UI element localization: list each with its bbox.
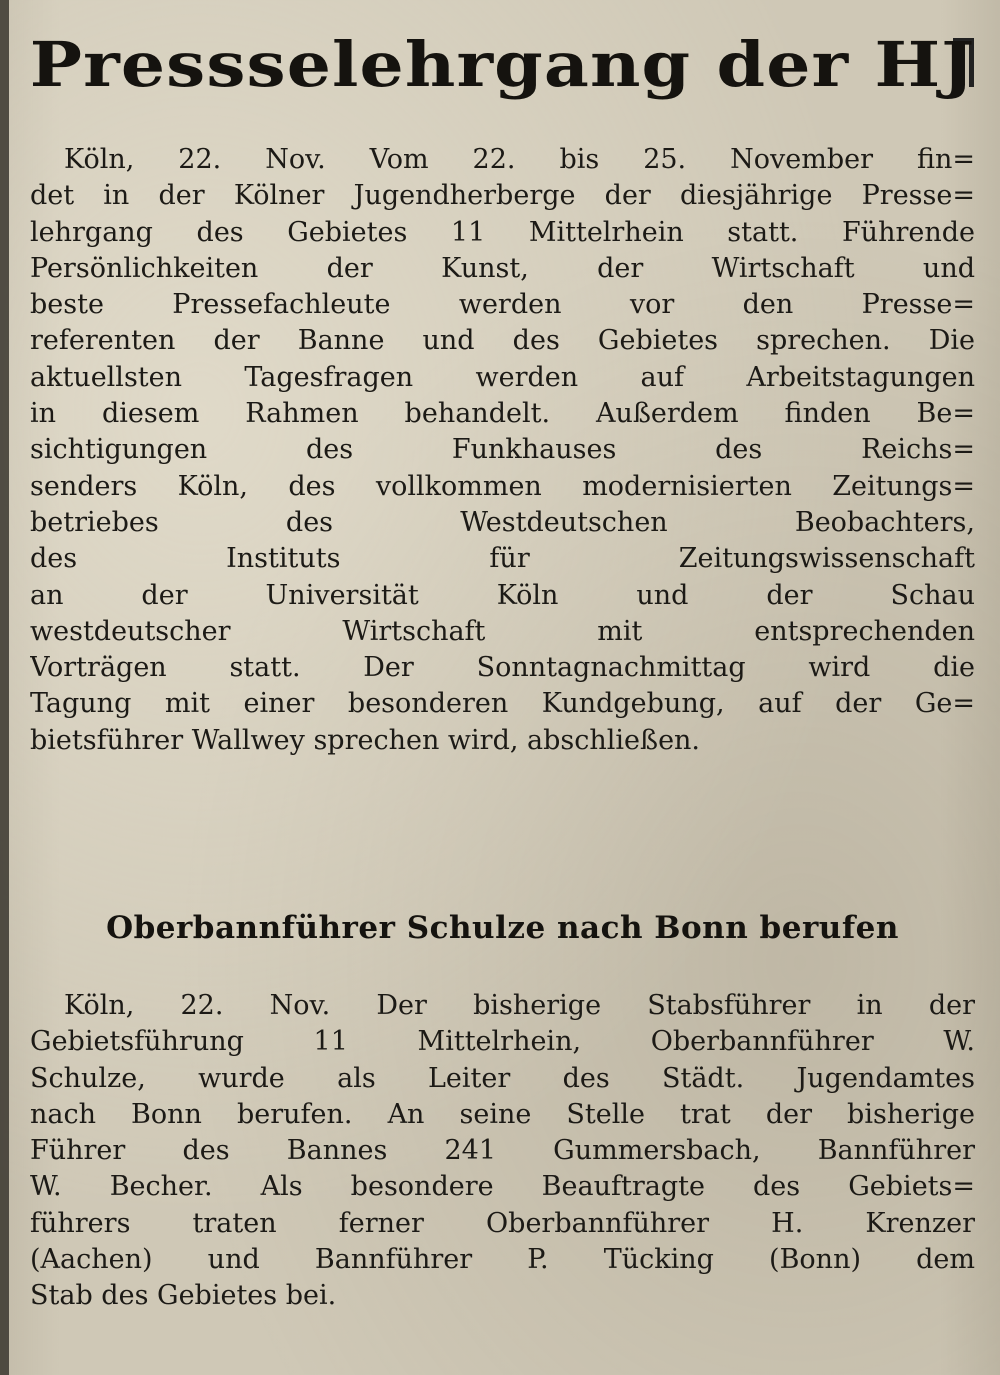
article-line: westdeutscher Wirtschaft mit entsprechenden [30,615,975,647]
subheadline: Oberbannführer Schulze nach Bonn berufen [106,910,899,946]
article-schulze [30,988,975,1315]
article-pressselehrgang [30,142,975,759]
article-line: beste Pressefachleute werden vor den Presse= [30,289,975,321]
headline: Pressselehrgang der HJ [29,28,976,101]
article-line: Persönlichkeiten der Kunst, der Wirtschaft und [30,252,975,284]
article-line: Schulze, wurde als Leiter des Städt. Jugendamtes [30,1062,975,1094]
article-line: W. Becher. Als besondere Beauftragte des Gebiets= [30,1171,975,1203]
article-line: Köln, 22. Nov. Vom 22. bis 25. November fin= [64,144,975,175]
article-line: aktuellsten Tagesfragen werden auf Arbeitstagungen [30,361,975,393]
article-line: Stab des Gebietes bei. [30,1280,337,1312]
article-line: sichtigungen des Funkhauses des Reichs= [30,434,975,466]
article-line: an der Universität Köln und der Schau [30,579,975,611]
article-line: Führer des Bannes 241 Gummersbach, Bannführer [30,1135,975,1167]
article-line: det in der Kölner Jugendherberge der diesjährige Presse= [30,180,975,212]
article-line: (Aachen) und Bannführer P. Tücking (Bonn) dem [30,1244,975,1276]
article-line: Vorträgen statt. Der Sonntagnachmittag wird die [30,652,975,684]
article-line: Gebietsführung 11 Mittelrhein, Oberbannführer W. [30,1026,975,1058]
article-line: lehrgang des Gebietes 11 Mittelrhein statt. Führende [30,216,975,248]
article-line: referenten der Banne und des Gebietes sprechen. Die [30,325,975,357]
article-line: des Instituts für Zeitungswissenschaft [30,543,975,575]
left-column-rule [0,0,9,1375]
article-line: in diesem Rahmen behandelt. Außerdem finden Be= [30,398,975,430]
newspaper-clipping [30,0,975,1375]
article-line: bietsführer Wallwey sprechen wird, abschließen. [30,724,701,756]
article-line: nach Bonn berufen. An seine Stelle trat der bisherige [30,1098,975,1130]
article-line: Tagung mit einer besonderen Kundgebung, auf der Ge= [30,688,975,720]
article-line: betriebes des Westdeutschen Beobachters, [30,506,975,538]
article-line: führers traten ferner Oberbannführer H. Krenzer [30,1207,975,1239]
article-line: senders Köln, des vollkommen modernisierten Zeitungs= [30,470,975,502]
article-line: Köln, 22. Nov. Der bisherige Stabsführer in der [64,990,975,1021]
